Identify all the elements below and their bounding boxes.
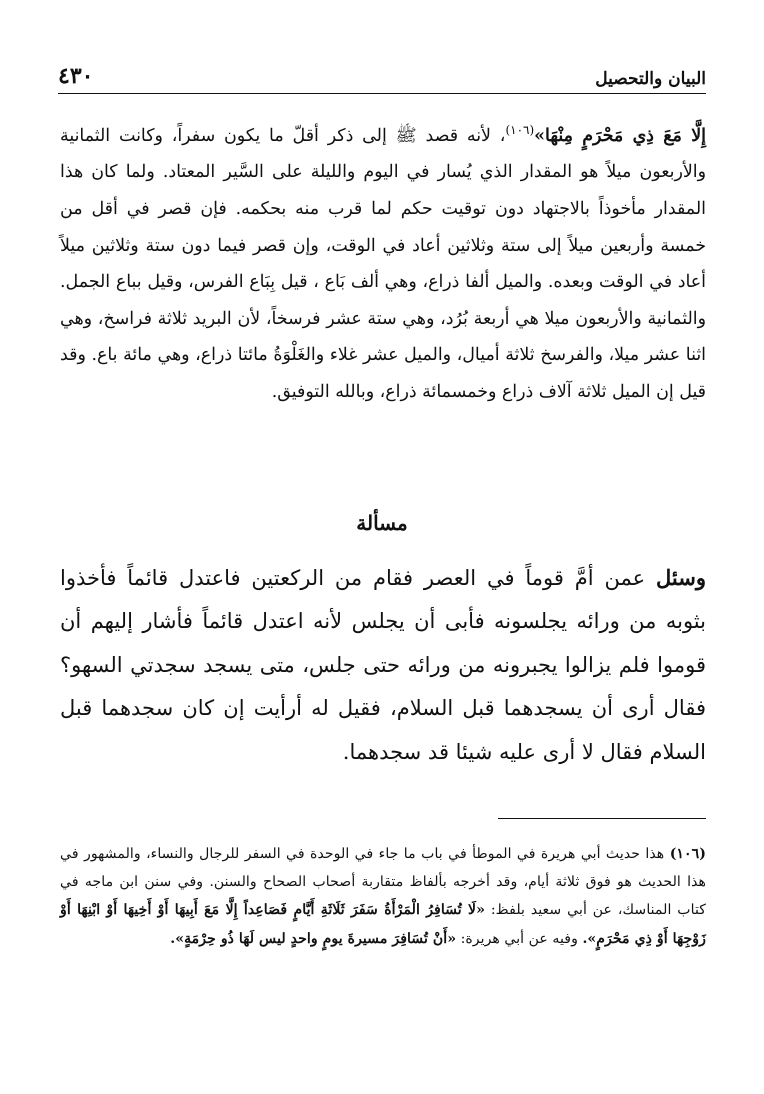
- paragraph-2: [60, 556, 706, 774]
- hadith-quote: إِلَّا مَعَ ذِي مَحْرَمٍ مِنْهَا»: [534, 125, 707, 146]
- footnote-text-1: هذا حديث أبي هريرة في الموطأ في باب ما جاء في الوحدة في السفر للرجال والنساء، والمشهور في هذا الحديث هو فوق ثلاثة أيام، وقد أخرجه بألفاظ متقاربة أصحاب الصحاح والسنن. وفي سنن ابن ماجه في كتاب المناسك، عن أبي سعيد بلفظ:: [60, 846, 706, 919]
- paragraph-1: [60, 112, 706, 411]
- page-header: [58, 58, 706, 94]
- main-body: [60, 112, 706, 411]
- footnote: [60, 840, 706, 953]
- running-title: البيان والتحصيل: [595, 69, 706, 89]
- paragraph-2-text: عمن أمَّ قوماً في العصر فقام من الركعتين فاعتدل قائماً فأخذوا بثوبه من ورائه يجلسونه فأبى أن يجلس لأنه اعتدل قائماً فأشار إليهم أن قوموا فلم يزالوا يجبرونه من ورائه حتى جلس، متى يسجد سجدتي السهو؟ فقال أرى أن يسجدهما قبل السلام، فقيل له أرأيت إن كان سجدهما قبل السلام فقال لا أرى عليه شيئا قد سجدهما.: [60, 566, 706, 764]
- footnote-ref: (١٠٦): [505, 123, 535, 137]
- section-title: مسألة: [356, 511, 408, 535]
- footnote-text-2: وفيه عن أبي هريرة:: [460, 930, 578, 947]
- paragraph-2-lead: وسئل: [656, 565, 706, 590]
- footnote-hadith-2: «أَنْ تُسَافِرَ مسيرةَ يومٍ واحدٍ ليس لَهَا ذُو حِرْمَةٍ».: [170, 930, 457, 947]
- footnote-hadith-1: «لَا تُسَافِرُ الْمَرْأَةُ سَفَرَ ثَلَاثَةِ أَيَّامٍ فَصَاعِداً إِلَّا مَعَ أَبِيهَا أَوْ أَخِيهَا أَوْ ابْنِهَا أَوْ زَوْجِهَا أَوْ ذِي مَحْرَمٍ».: [60, 902, 706, 947]
- footnote-number: (١٠٦): [669, 846, 706, 862]
- page-number: ٤٣٠: [58, 63, 94, 89]
- paragraph-1-text: ، لأنه قصد ﷺ إلى ذكر أقلّ ما يكون سفراً، وكانت الثمانية والأربعون ميلاً هو المقدار الذي يُسار في اليوم والليلة على السَّير المعتاد. ولما كان هذا المقدار مأخوذاً بالاجتهاد دون توقيت حكم لما قرب منه بحكمه. فإن قصر في أقل من خمسة وأربعين ميلاً إلى ستة وثلاثين أعاد في الوقت، وإن قصر فيما دون ستة وثلاثين ميلاً أعاد في الوقت وبعده. والميل ألفا ذراع، وهي ألف بَاع ، قيل بِبَاع الفرس، وقيل بباع الجمل. والثمانية والأربعون ميلا هي أربعة بُرُد، وهي ستة عشر فرسخاً، لأن البريد ثلاثة فراسخ، وهي اثنا عشر ميلا، والفرسخ ثلاثة أميال، والميل عشر غلاء والغَلْوَةُ مائتا ذراع، وهي مائة باع. وقد قيل إن الميل ثلاثة آلاف ذراع وخمسمائة ذراع، وبالله التوفيق.: [60, 125, 706, 402]
- footnote-divider: [498, 818, 706, 819]
